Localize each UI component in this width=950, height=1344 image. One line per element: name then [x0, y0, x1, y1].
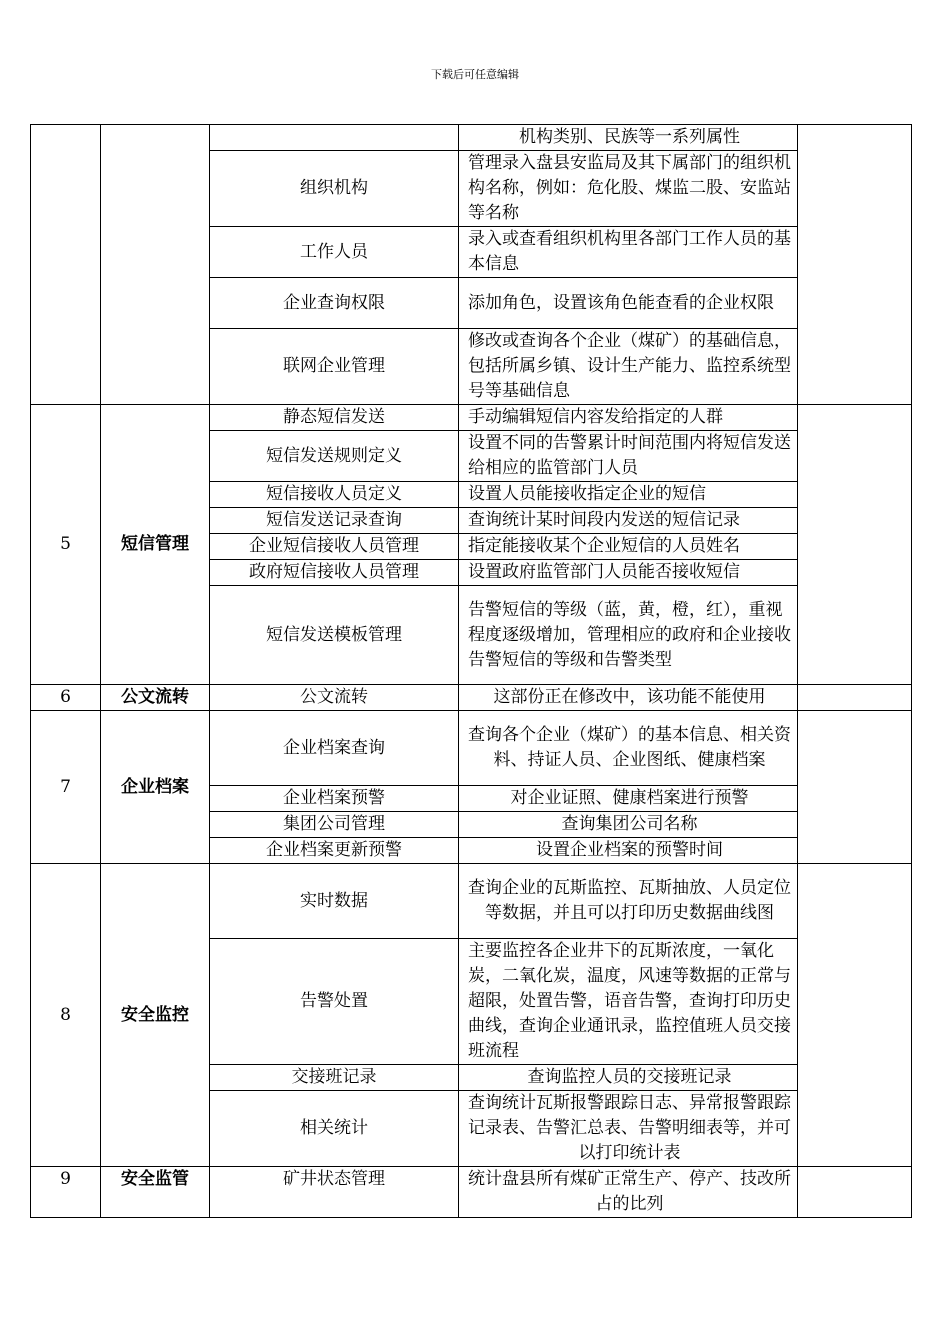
function-name: 短信发送模板管理 — [210, 586, 459, 685]
function-description: 设置政府监管部门人员能否接收短信 — [459, 560, 798, 586]
row-number — [31, 125, 101, 405]
row-number: 5 — [31, 405, 101, 685]
function-description: 查询企业的瓦斯监控、瓦斯抽放、人员定位等数据，并且可以打印历史数据曲线图 — [459, 864, 798, 939]
module-name: 企业档案 — [101, 711, 210, 864]
function-name: 政府短信接收人员管理 — [210, 560, 459, 586]
remark-cell — [798, 405, 912, 685]
row-number: 7 — [31, 711, 101, 864]
row-number: 6 — [31, 685, 101, 711]
function-description: 设置不同的告警累计时间范围内将短信发送给相应的监管部门人员 — [459, 431, 798, 482]
function-name: 短信接收人员定义 — [210, 482, 459, 508]
row-number: 8 — [31, 864, 101, 1167]
function-name: 企业档案查询 — [210, 711, 459, 786]
function-description: 查询统计瓦斯报警跟踪日志、异常报警跟踪记录表、告警汇总表、告警明细表等，并可以打印统计表 — [459, 1091, 798, 1167]
table-row — [31, 685, 912, 711]
table-row — [31, 405, 912, 431]
function-name: 短信发送规则定义 — [210, 431, 459, 482]
function-description: 指定能接收某个企业短信的人员姓名 — [459, 534, 798, 560]
function-description: 添加角色，设置该角色能查看的企业权限 — [459, 278, 798, 329]
function-description: 修改或查询各个企业（煤矿）的基础信息，包括所属乡镇、设计生产能力、监控系统型号等基础信息 — [459, 329, 798, 405]
function-name: 矿井状态管理 — [210, 1167, 459, 1218]
function-name: 企业短信接收人员管理 — [210, 534, 459, 560]
module-name: 安全监控 — [101, 864, 210, 1167]
function-table — [30, 124, 912, 1218]
function-description: 设置企业档案的预警时间 — [459, 838, 798, 864]
function-description: 查询集团公司名称 — [459, 812, 798, 838]
function-name: 企业档案预警 — [210, 786, 459, 812]
remark-cell — [798, 125, 912, 405]
module-name: 短信管理 — [101, 405, 210, 685]
function-name: 组织机构 — [210, 151, 459, 227]
function-name: 短信发送记录查询 — [210, 508, 459, 534]
function-description: 查询监控人员的交接班记录 — [459, 1065, 798, 1091]
function-name: 相关统计 — [210, 1091, 459, 1167]
function-name: 告警处置 — [210, 939, 459, 1065]
remark-cell — [798, 685, 912, 711]
function-description: 手动编辑短信内容发给指定的人群 — [459, 405, 798, 431]
function-description: 统计盘县所有煤矿正常生产、停产、技改所占的比列 — [459, 1167, 798, 1218]
function-name: 交接班记录 — [210, 1065, 459, 1091]
table-row — [31, 711, 912, 786]
function-description: 主要监控各企业井下的瓦斯浓度，一氧化炭，二氧化炭，温度，风速等数据的正常与超限，处置告警，语音告警，查询打印历史曲线，查询企业通讯录，监控值班人员交接班流程 — [459, 939, 798, 1065]
function-name — [210, 125, 459, 151]
function-description: 对企业证照、健康档案进行预警 — [459, 786, 798, 812]
function-name: 企业查询权限 — [210, 278, 459, 329]
function-description: 录入或查看组织机构里各部门工作人员的基本信息 — [459, 227, 798, 278]
remark-cell — [798, 864, 912, 1167]
function-name: 集团公司管理 — [210, 812, 459, 838]
function-name: 实时数据 — [210, 864, 459, 939]
function-name: 工作人员 — [210, 227, 459, 278]
function-name: 联网企业管理 — [210, 329, 459, 405]
function-description: 查询统计某时间段内发送的短信记录 — [459, 508, 798, 534]
table-row — [31, 864, 912, 939]
function-description: 管理录入盘县安监局及其下属部门的组织机构名称，例如：危化股、煤监二股、安监站等名称 — [459, 151, 798, 227]
page-header: 下载后可任意编辑 — [431, 68, 519, 81]
table-row — [31, 1167, 912, 1218]
module-name: 公文流转 — [101, 685, 210, 711]
function-description: 这部份正在修改中，该功能不能使用 — [459, 685, 798, 711]
function-name: 公文流转 — [210, 685, 459, 711]
function-description: 设置人员能接收指定企业的短信 — [459, 482, 798, 508]
remark-cell — [798, 1167, 912, 1218]
table-row — [31, 125, 912, 151]
module-name: 安全监管 — [101, 1167, 210, 1218]
function-description: 查询各个企业（煤矿）的基本信息、相关资料、持证人员、企业图纸、健康档案 — [459, 711, 798, 786]
function-name: 静态短信发送 — [210, 405, 459, 431]
function-description: 机构类别、民族等一系列属性 — [459, 125, 798, 151]
row-number: 9 — [31, 1167, 101, 1218]
function-description: 告警短信的等级（蓝，黄，橙，红），重视程度逐级增加，管理相应的政府和企业接收告警短信的等级和告警类型 — [459, 586, 798, 685]
remark-cell — [798, 711, 912, 864]
function-name: 企业档案更新预警 — [210, 838, 459, 864]
module-name — [101, 125, 210, 405]
